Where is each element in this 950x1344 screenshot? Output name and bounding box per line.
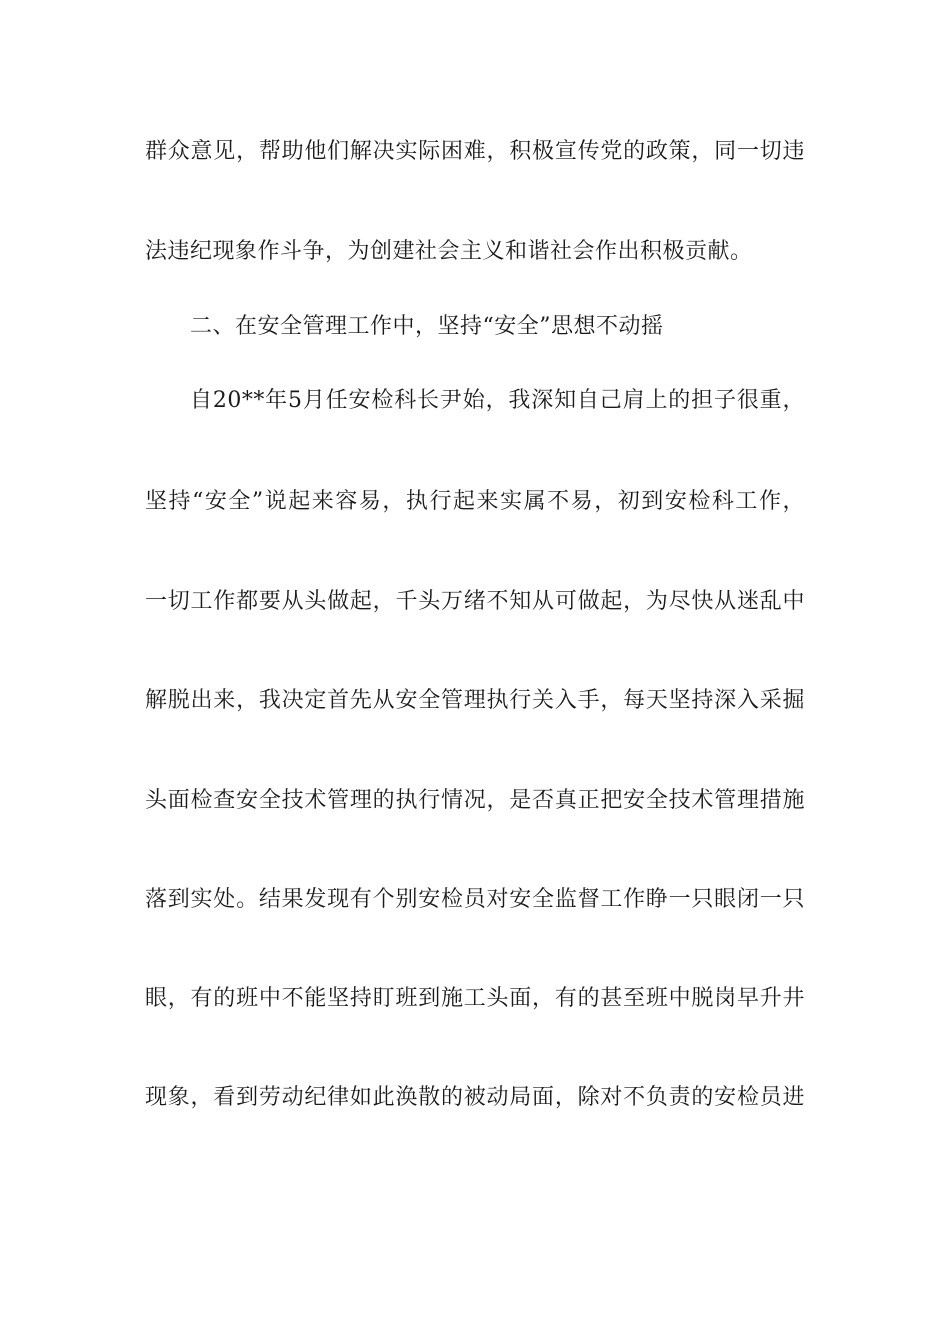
paragraph-line: 群众意见，帮助他们解决实际困难，积极宣传党的政策，同一切违 bbox=[145, 139, 805, 164]
paragraph-line: 落到实处。结果发现有个别安检员对安全监督工作睁一只眼闭一只 bbox=[145, 887, 805, 912]
paragraph-line: 眼，有的班中不能坚持盯班到施工头面，有的甚至班中脱岗早升井 bbox=[145, 986, 805, 1011]
paragraph-line: 头面检查安全技术管理的执行情况，是否真正把安全技术管理措施 bbox=[145, 788, 805, 813]
section-heading: 二、在安全管理工作中，坚持“安全”思想不动摇 bbox=[190, 314, 664, 339]
paragraph-line: 现象，看到劳动纪律如此涣散的被动局面，除对不负责的安检员进 bbox=[145, 1085, 805, 1110]
paragraph-line: 解脱出来，我决定首先从安全管理执行关入手，每天坚持深入采掘 bbox=[145, 688, 805, 713]
paragraph-line: 坚持“安全”说起来容易，执行起来实属不易，初到安检科工作， bbox=[145, 489, 805, 514]
paragraph-line: 法违纪现象作斗争，为创建社会主义和谐社会作出积极贡献。 bbox=[145, 239, 753, 264]
paragraph-line: 自20**年5月任安检科长尹始，我深知自己肩上的担子很重， bbox=[190, 388, 805, 413]
paragraph-line: 一切工作都要从头做起，千头万绪不知从可做起，为尽快从迷乱中 bbox=[145, 589, 805, 614]
